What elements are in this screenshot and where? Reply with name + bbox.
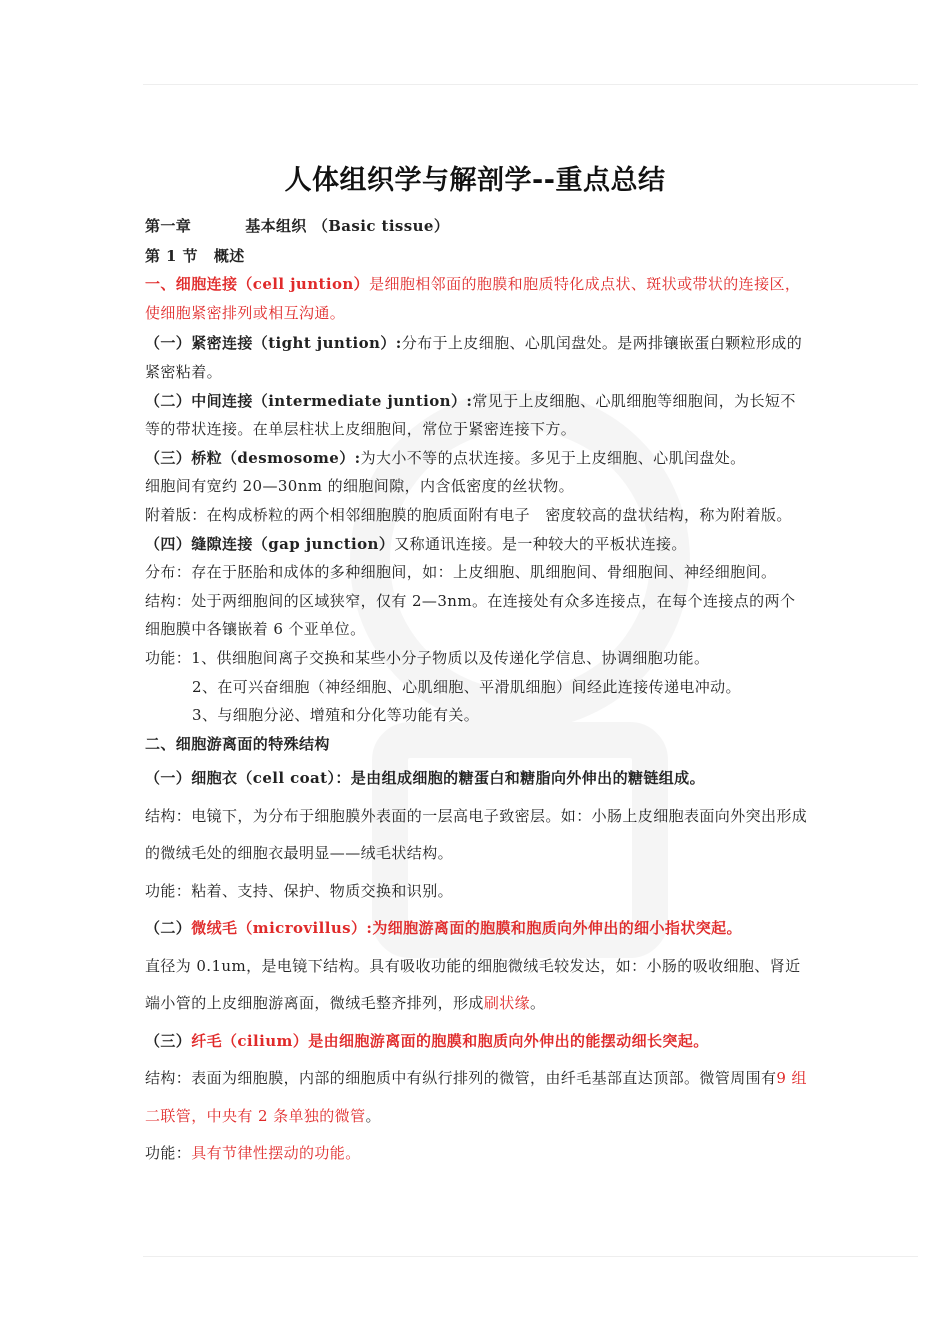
tight-junction-text: 分布于上皮细胞、心肌闰盘处。是两排镶嵌蛋白颗粒形成的紧密粘着。 [145, 334, 803, 381]
cilium-heading [145, 1023, 810, 1061]
gap-junction-distribution: 分布：存在于胚胎和成体的多种细胞间，如：上皮细胞、肌细胞间、骨细胞间、神经细胞间。 [145, 563, 777, 582]
gap-junction-paragraph [145, 530, 810, 559]
microvillus-body: 直径为 0.1um，是电镜下结构。具有吸收功能的细胞微绒毛较发达，如：小肠的吸收细胞、肾近端小管的上皮细胞游离面，微绒毛整齐排列，形成 [145, 956, 801, 1013]
microvillus-label: 微绒毛（microvillus）:为细胞游离面的胞膜和胞质向外伸出的细小指状突起。 [191, 919, 742, 938]
desmosome-gap-line: 细胞间有宽约 20—30nm 的细胞间隙，内含低密度的丝状物。 [145, 477, 574, 496]
gap-junction-function-1: 功能：1、供细胞间离子交换和某些小分子物质以及传递化学信息、协调细胞功能。 [145, 648, 710, 667]
intermediate-junction-text: 常见于上皮细胞、心肌细胞等细胞间，为长短不等的带状连接。在单层柱状上皮细胞间，常位于紧密连接下方。 [145, 391, 796, 439]
cilium-structure-end: 。 [365, 1106, 381, 1125]
free-surface-heading: 二、细胞游离面的特殊结构 [145, 734, 330, 753]
page-bottom-rule [143, 1256, 918, 1257]
chapter-heading [145, 212, 810, 241]
desmosome-paragraph [145, 444, 810, 473]
cilium-function-text: 具有节律性摆动的功能。 [191, 1144, 361, 1163]
section-heading [145, 242, 810, 271]
chapter-name: 基本组织 [245, 217, 307, 235]
gap-junction-structure: 结构：处于两细胞间的区域狭窄，仅有 2—3nm。在连接处有众多连接点，在每个连接点的两个细胞膜中各镶嵌着 6 个亚单位。 [145, 591, 796, 639]
cell-coat-heading: （一）细胞衣（cell coat）：是由组成细胞的糖蛋白和糖脂向外伸出的糖链组成。 [145, 769, 705, 788]
chapter-number: 第一章 [145, 217, 192, 235]
microtubule-highlight: 9 组二联管，中央有 2 条单独的微管 [145, 1069, 807, 1125]
intermediate-junction-paragraph [145, 387, 810, 444]
cilium-structure [145, 1060, 810, 1135]
section-name: 概述 [213, 246, 245, 265]
desmosome-text: 为大小不等的点状连接。多见于上皮细胞、心肌闰盘处。 [360, 448, 746, 467]
cilium-label: 纤毛（cilium）是由细胞游离面的胞膜和胞质向外伸出的能摆动细长突起。 [191, 1031, 709, 1050]
chapter-english: （Basic tissue） [312, 217, 450, 235]
cell-junction-heading: 一、细胞连接（cell juntion） [145, 275, 370, 294]
microvillus-heading [145, 910, 810, 948]
brush-border-highlight: 刷状缘 [483, 994, 531, 1013]
microvillus-prefix: （二） [145, 919, 192, 938]
gap-junction-text: 又称通讯连接。是一种较大的平板状连接。 [394, 534, 687, 553]
desmosome-label: （三）桥粒（desmosome）: [145, 448, 361, 467]
cell-junction-paragraph [145, 270, 810, 327]
cilium-function [145, 1135, 810, 1173]
microvillus-end: 。 [530, 994, 546, 1013]
tight-junction-label: （一）紧密连接（tight juntion）: [145, 334, 402, 353]
section-number: 第 1 节 [145, 246, 198, 265]
microvillus-text [145, 948, 810, 1023]
attachment-plaque-paragraph: 附着版：在构成桥粒的两个相邻细胞膜的胞质面附有电子 密度较高的盘状结构，称为附着版。 [145, 505, 792, 524]
gap-junction-label: （四）缝隙连接（gap junction） [145, 534, 395, 553]
gap-junction-function-2: 2、在可兴奋细胞（神经细胞、心肌细胞、平滑肌细胞）间经此连接传递电冲动。 [192, 677, 741, 696]
cilium-prefix: （三） [145, 1031, 192, 1050]
page-top-rule [143, 84, 918, 85]
cell-junction-text: 是细胞相邻面的胞膜和胞质特化成点状、斑状或带状的连接区，使细胞紧密排列或相互沟通。 [145, 275, 801, 322]
cilium-function-label: 功能： [145, 1144, 192, 1163]
document-body [145, 212, 810, 1173]
tight-junction-paragraph [145, 329, 810, 386]
gap-junction-function-3: 3、与细胞分泌、增殖和分化等功能有关。 [192, 706, 480, 725]
cell-coat-structure: 结构：电镜下，为分布于细胞膜外表面的一层高电子致密层。如：小肠上皮细胞表面向外突出形成的微绒毛处的细胞衣最明显——绒毛状结构。 [145, 806, 808, 863]
free-surface-section [145, 760, 810, 1173]
intermediate-junction-label: （二）中间连接（intermediate juntion）: [145, 391, 473, 410]
cilium-structure-body: 结构：表面为细胞膜，内部的细胞质中有纵行排列的微管，由纤毛基部直达顶部。微管周围有 [145, 1069, 777, 1088]
cell-coat-function: 功能：粘着、支持、保护、物质交换和识别。 [145, 881, 454, 900]
document-title: 人体组织学与解剖学--重点总结 [284, 165, 666, 197]
